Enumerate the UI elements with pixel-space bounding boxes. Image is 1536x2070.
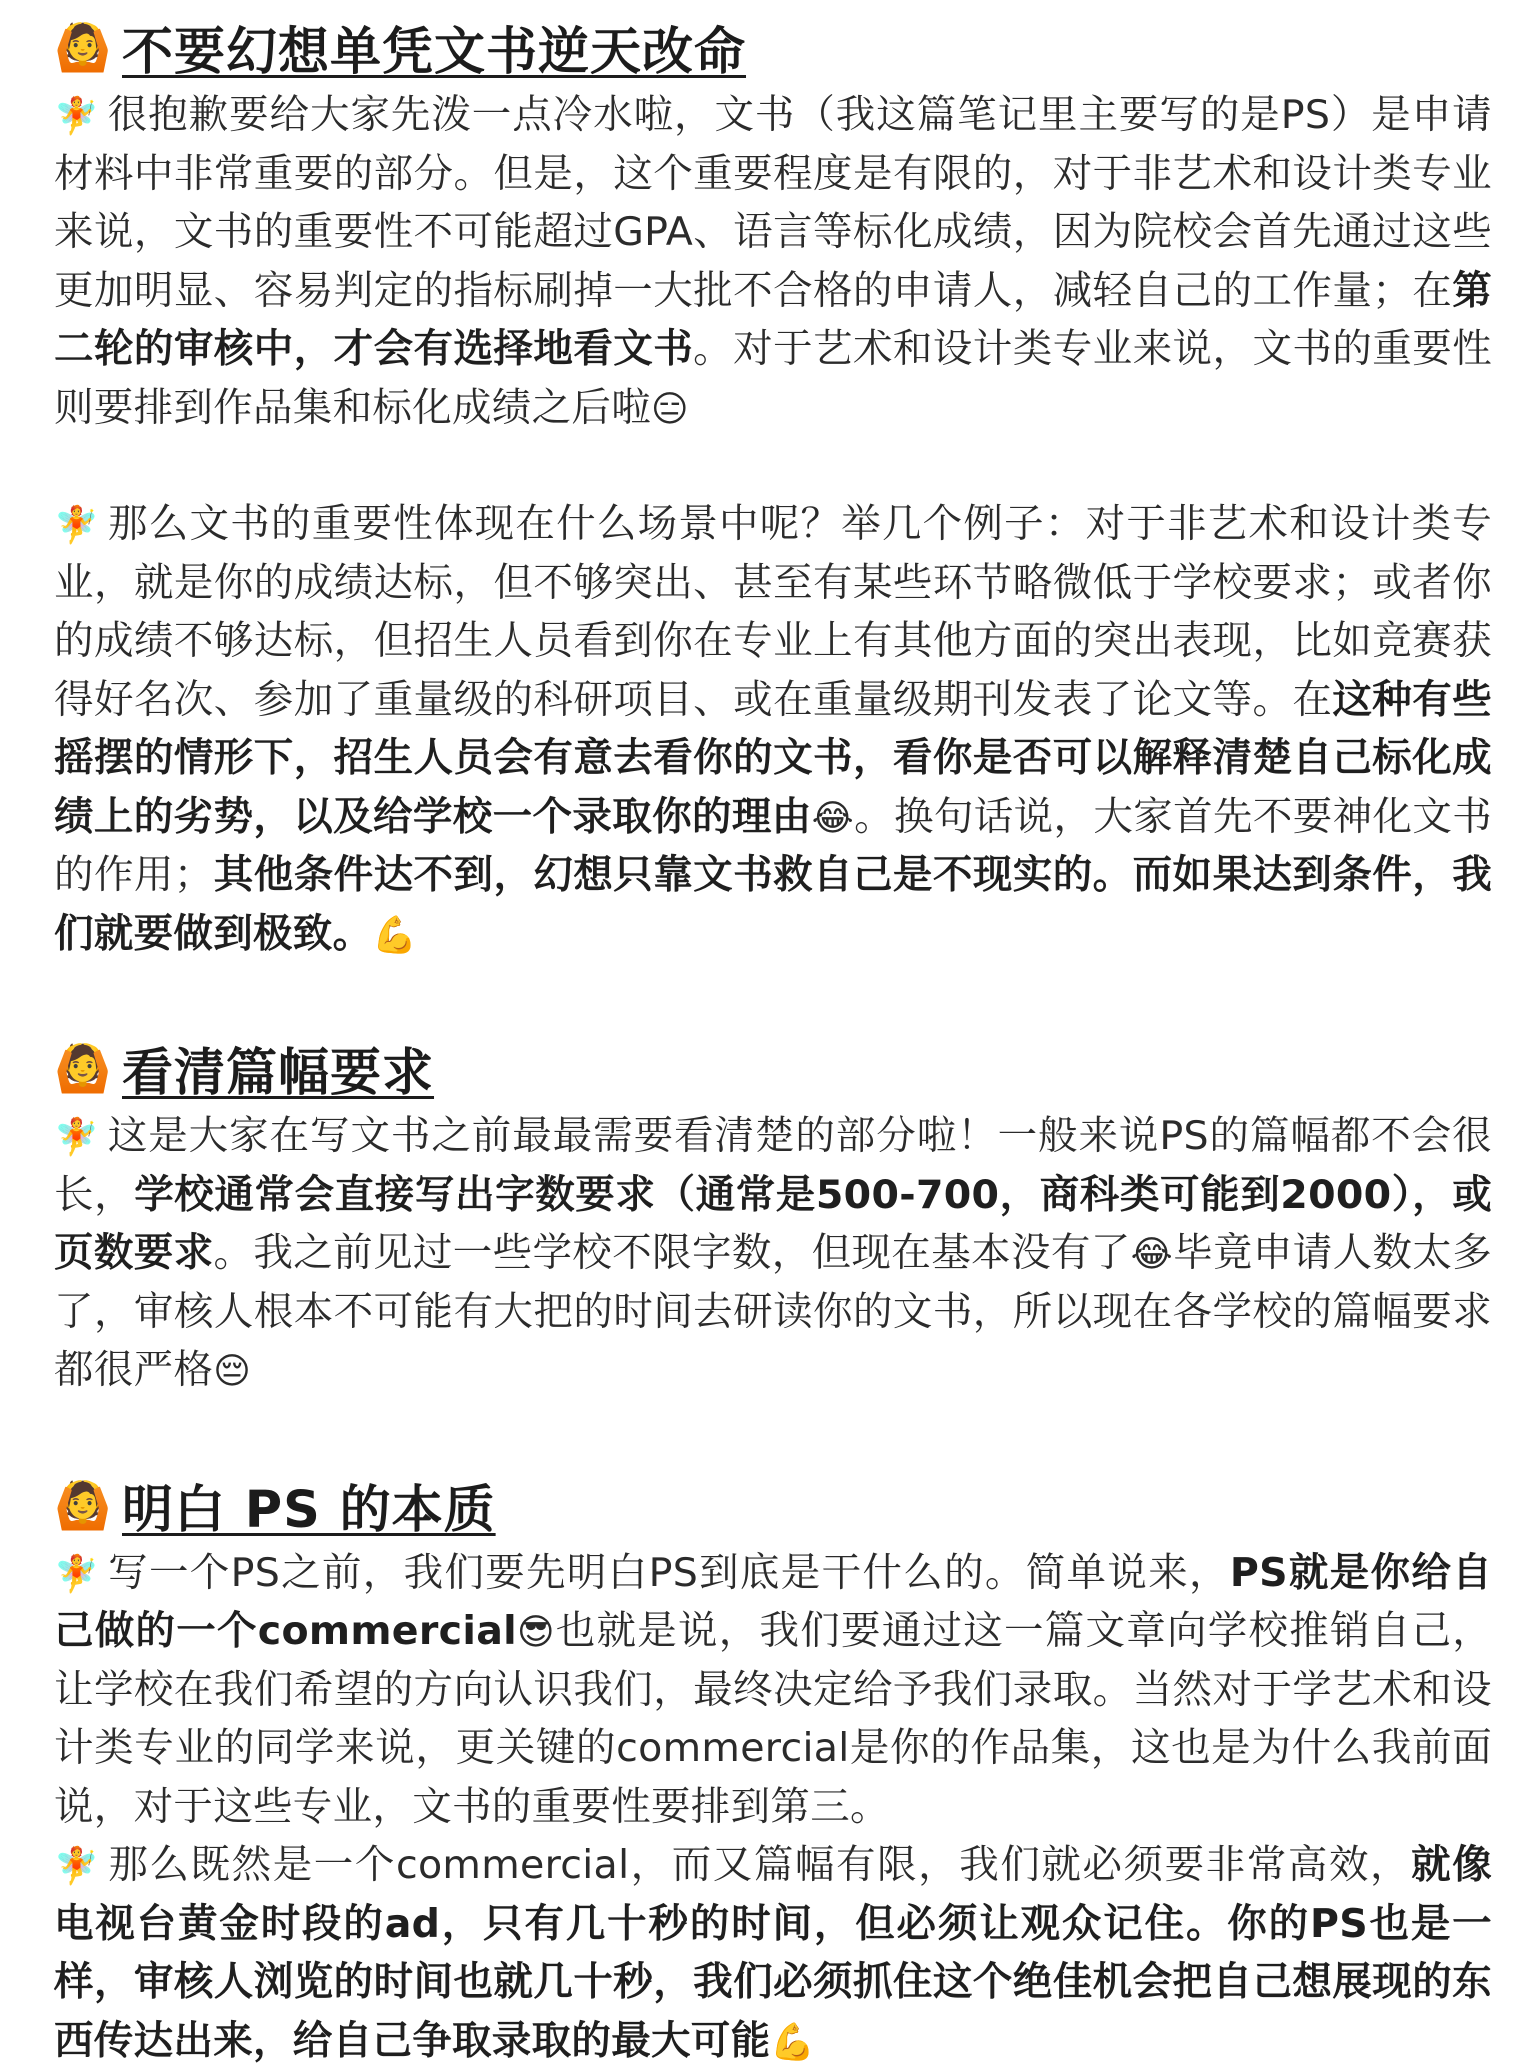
section-title-2 xyxy=(54,1029,1492,1107)
paragraph xyxy=(54,1107,1492,1400)
section-heading: 不要幻想单凭文书逆天改命 xyxy=(122,23,747,82)
tears-of-joy-face-icon: 😂 xyxy=(1130,1234,1173,1275)
person-gesturing-ok-icon: 🙆 xyxy=(54,20,112,74)
section-spacer xyxy=(54,1400,1492,1466)
paragraph xyxy=(54,86,1492,437)
text-run: 。我之前见过一些学校不限字数，但现在基本没有了 xyxy=(213,1230,1131,1276)
text-run: 这是大家在写文书之前最最需要看清楚的部分啦！一般来说PS的篇幅都不会很长， xyxy=(54,1113,1492,1218)
flexed-biceps-icon: 💪 xyxy=(372,914,418,956)
bold-text-run: 学校通常会直接写出字数要求（通常是500-700，商科类可能到2000），或页数要求 xyxy=(54,1171,1492,1276)
bold-text-run: 就像电视台黄金时段的ad，只有几十秒的时间，但必须让观众记住。你的PS也是一样，审核人浏览的时间也就几十秒，我们必须抓住这个绝佳机会把自己想展现的东西传达出来，给自己争取录取的最大可能 xyxy=(54,1842,1492,2064)
fairy-icon: 🧚 xyxy=(54,1117,100,1158)
paragraph-spacer xyxy=(54,437,1492,495)
bold-text-run: PS就是你给自己做的一个commercial xyxy=(54,1549,1492,1654)
section-heading: 看清篇幅要求 xyxy=(122,1044,435,1103)
tears-of-joy-face-icon: 😂 xyxy=(811,797,854,839)
person-gesturing-ok-icon: 🙆 xyxy=(54,1041,112,1095)
text-run: 那么既然是一个commercial，而又篇幅有限，我们就必须要非常高效， xyxy=(107,1842,1412,1888)
pensive-face-icon: 😔 xyxy=(213,1351,252,1392)
section-heading: 明白 PS 的本质 xyxy=(122,1480,496,1540)
text-run: 毕竟申请人数太多了，审核人根本不可能有大把的时间去研读你的文书，所以现在各学校的篇幅要求都很严格 xyxy=(54,1230,1492,1393)
text-run: 也就是说，我们要通过这一篇文章向学校推销自己，让学校在我们希望的方向认识我们，最终决定给予我们录取。当然对于学艺术和设计类专业的同学来说，更关键的commercial是你的作品集，这也是为什么我前面说，对于这些专业，文书的重要性要排到第三。 xyxy=(54,1608,1492,1830)
expressionless-face-icon: 😑 xyxy=(651,388,689,430)
bold-text-run: 这种有些摇摆的情形下，招生人员会有意去看你的文书，看你是否可以解释清楚自己标化成绩上的劣势，以及给学校一个录取你的理由 xyxy=(54,676,1492,840)
section-title-3 xyxy=(54,1466,1492,1544)
paragraph xyxy=(54,495,1492,963)
text-run: 那么文书的重要性体现在什么场景中呢？举几个例子：对于非艺术和设计类专业，就是你的成绩达标，但不够突出、甚至有某些环节略微低于学校要求；或者你的成绩不够达标，但招生人员看到你在专业上有其他方面的突出表现，比如竞赛获得好名次、参加了重量级的科研项目、或在重量级期刊发表了论文等。在 xyxy=(54,501,1492,723)
fairy-icon: 🧚 xyxy=(54,1846,100,1887)
bold-text-run: 第二轮的审核中，才会有选择地看文书 xyxy=(54,267,1492,372)
paragraph xyxy=(54,1544,1492,1837)
fairy-icon: 🧚 xyxy=(54,96,100,137)
text-run: 。换句话说，大家首先不要神化文书的作用； xyxy=(54,793,1492,898)
sunglasses-face-icon: 😎 xyxy=(517,1612,555,1653)
text-run: 。对于艺术和设计类专业来说，文书的重要性则要排到作品集和标化成绩之后啦 xyxy=(54,326,1492,431)
text-run: 很抱歉要给大家先泼一点冷水啦，文书（我这篇笔记里主要写的是PS）是申请材料中非常重要的部分。但是，这个重要程度是有限的，对于非艺术和设计类专业来说，文书的重要性不可能超过GPA、语言等标化成绩，因为院校会首先通过这些更加明显、容易判定的指标刷掉一大批不合格的申请人，减轻自己的工作量；在 xyxy=(54,92,1492,314)
fairy-icon: 🧚 xyxy=(54,1553,100,1595)
flexed-biceps-icon: 💪 xyxy=(770,2021,816,2063)
person-gesturing-ok-icon: 🙆 xyxy=(54,1477,112,1532)
bold-text-run: 其他条件达不到，幻想只靠文书救自己是不现实的。而如果达到条件，我们就要做到极致。 xyxy=(54,852,1492,957)
section-title-1 xyxy=(54,8,1492,86)
fairy-icon: 🧚 xyxy=(54,505,100,546)
section-spacer xyxy=(54,963,1492,1029)
text-run: 写一个PS之前，我们要先明白PS到底是干什么的。简单说来， xyxy=(107,1549,1230,1596)
paragraph xyxy=(54,1836,1492,2070)
